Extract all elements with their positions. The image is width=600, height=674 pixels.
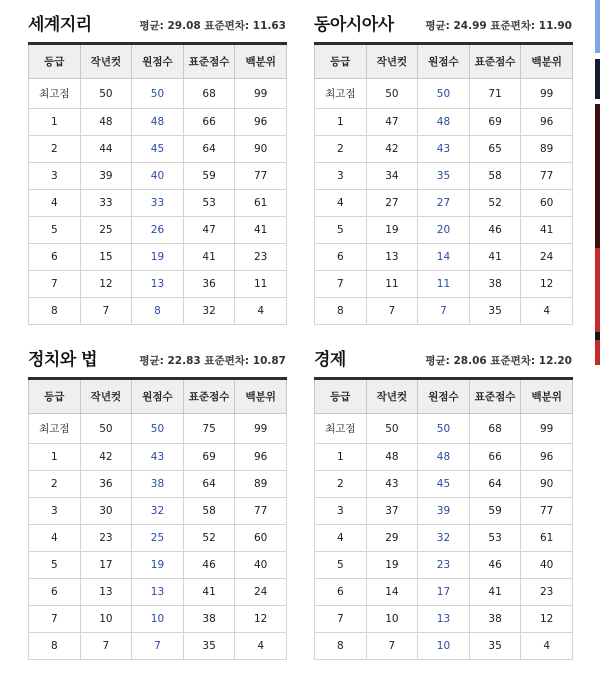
subject-title: 세계지리 — [28, 15, 92, 36]
score-table — [314, 377, 573, 660]
column-header: 백분위 — [521, 44, 573, 79]
column-header: 작년컷 — [366, 44, 418, 79]
score-cell: 14 — [418, 244, 470, 271]
table-row — [29, 79, 287, 109]
score-cell: 64 — [469, 471, 521, 498]
score-cell: 29 — [366, 525, 418, 552]
score-cell: 23 — [80, 525, 132, 552]
table-row — [29, 244, 287, 271]
score-cell: 37 — [366, 498, 418, 525]
grade-cell: 3 — [29, 498, 81, 525]
column-header: 표준점수 — [183, 379, 235, 414]
strip-segment — [595, 0, 600, 53]
score-cell: 12 — [80, 271, 132, 298]
score-cell: 65 — [469, 136, 521, 163]
table-row — [29, 271, 287, 298]
score-cell: 25 — [80, 217, 132, 244]
score-cell: 96 — [521, 444, 573, 471]
table-row — [315, 79, 573, 109]
score-cell: 58 — [469, 163, 521, 190]
score-cell: 43 — [418, 136, 470, 163]
table-row — [29, 190, 287, 217]
score-cell: 64 — [183, 471, 235, 498]
score-cell: 46 — [469, 552, 521, 579]
score-cell: 41 — [183, 244, 235, 271]
strip-segment — [595, 248, 600, 332]
score-cell: 23 — [521, 579, 573, 606]
grade-cell: 3 — [315, 163, 367, 190]
score-cell: 13 — [80, 579, 132, 606]
score-cell: 50 — [418, 79, 470, 109]
table-row — [29, 498, 287, 525]
score-cell: 47 — [183, 217, 235, 244]
column-header: 원점수 — [418, 379, 470, 414]
subject-panel-world-geography — [28, 11, 287, 325]
score-cell: 35 — [469, 633, 521, 660]
score-cell: 13 — [132, 271, 184, 298]
score-cell: 61 — [235, 190, 287, 217]
score-cell: 38 — [469, 271, 521, 298]
column-header: 등급 — [29, 379, 81, 414]
table-row — [315, 271, 573, 298]
score-cell: 36 — [80, 471, 132, 498]
table-row — [315, 136, 573, 163]
score-cell: 48 — [132, 109, 184, 136]
subject-panel-economics — [314, 346, 573, 660]
score-cell: 60 — [521, 190, 573, 217]
score-cell: 50 — [132, 79, 184, 109]
score-cell: 99 — [521, 414, 573, 444]
score-cell: 99 — [521, 79, 573, 109]
score-cell: 12 — [521, 271, 573, 298]
score-cell: 26 — [132, 217, 184, 244]
subject-panel-politics-and-law — [28, 346, 287, 660]
table-row — [315, 298, 573, 325]
grade-cell: 2 — [29, 136, 81, 163]
score-cell: 4 — [521, 298, 573, 325]
score-cell: 23 — [235, 244, 287, 271]
subject-stats: 평균: 24.99 표준편차: 11.90 — [425, 20, 572, 32]
score-cell: 50 — [366, 414, 418, 444]
score-cell: 45 — [418, 471, 470, 498]
table-row — [29, 525, 287, 552]
score-cell: 19 — [132, 552, 184, 579]
score-cell: 32 — [132, 498, 184, 525]
subject-title: 동아시아사 — [314, 15, 394, 36]
strip-segment — [595, 104, 600, 248]
score-cell: 11 — [235, 271, 287, 298]
score-cell: 42 — [366, 136, 418, 163]
score-cell: 30 — [80, 498, 132, 525]
grade-cell: 최고점 — [29, 79, 81, 109]
column-header: 표준점수 — [183, 44, 235, 79]
table-row — [29, 298, 287, 325]
score-cell: 10 — [418, 633, 470, 660]
table-row — [29, 579, 287, 606]
score-cell: 10 — [132, 606, 184, 633]
score-cell: 99 — [235, 414, 287, 444]
score-cell: 4 — [521, 633, 573, 660]
score-cell: 41 — [469, 244, 521, 271]
score-cell: 48 — [418, 444, 470, 471]
score-cell: 69 — [183, 444, 235, 471]
grade-cell: 7 — [29, 271, 81, 298]
table-row — [315, 525, 573, 552]
header-row — [29, 379, 287, 414]
header-row — [315, 44, 573, 79]
column-header: 백분위 — [521, 379, 573, 414]
grade-cell: 5 — [29, 217, 81, 244]
table-row — [315, 579, 573, 606]
score-cell: 38 — [469, 606, 521, 633]
score-cell: 13 — [418, 606, 470, 633]
score-cell: 64 — [183, 136, 235, 163]
score-cell: 4 — [235, 633, 287, 660]
grade-cell: 4 — [315, 190, 367, 217]
score-cell: 7 — [132, 633, 184, 660]
subject-stats: 평균: 29.08 표준편차: 11.63 — [139, 20, 286, 32]
score-cell: 48 — [366, 444, 418, 471]
score-cell: 14 — [366, 579, 418, 606]
score-cell: 89 — [235, 471, 287, 498]
score-cell: 35 — [469, 298, 521, 325]
table-row — [315, 190, 573, 217]
score-cell: 25 — [132, 525, 184, 552]
column-header: 작년컷 — [80, 379, 132, 414]
table-row — [315, 163, 573, 190]
score-cell: 36 — [183, 271, 235, 298]
column-header: 원점수 — [418, 44, 470, 79]
score-cell: 68 — [183, 79, 235, 109]
table-row — [29, 217, 287, 244]
score-cell: 34 — [366, 163, 418, 190]
score-cell: 7 — [80, 298, 132, 325]
grade-cell: 3 — [315, 498, 367, 525]
score-cell: 40 — [132, 163, 184, 190]
score-cell: 24 — [235, 579, 287, 606]
table-row — [315, 633, 573, 660]
table-row — [315, 414, 573, 444]
table-row — [29, 163, 287, 190]
table-row — [315, 444, 573, 471]
score-cell: 46 — [469, 217, 521, 244]
grade-cell: 1 — [29, 109, 81, 136]
grade-cell: 6 — [315, 244, 367, 271]
score-cell: 7 — [80, 633, 132, 660]
score-cell: 59 — [469, 498, 521, 525]
grade-cell: 3 — [29, 163, 81, 190]
column-header: 백분위 — [235, 379, 287, 414]
score-cell: 42 — [80, 444, 132, 471]
panel-header — [28, 11, 286, 35]
score-cell: 17 — [80, 552, 132, 579]
score-cell: 7 — [418, 298, 470, 325]
grade-cell: 8 — [315, 298, 367, 325]
grade-cell: 1 — [29, 444, 81, 471]
panel-header — [28, 346, 286, 370]
column-header: 등급 — [315, 44, 367, 79]
grade-cell: 8 — [29, 298, 81, 325]
score-cell: 41 — [521, 217, 573, 244]
score-cell: 50 — [366, 79, 418, 109]
header-row — [315, 379, 573, 414]
grade-cell: 1 — [315, 109, 367, 136]
score-cell: 39 — [418, 498, 470, 525]
score-cell: 27 — [418, 190, 470, 217]
table-row — [315, 498, 573, 525]
score-cell: 40 — [235, 552, 287, 579]
grade-cell: 5 — [29, 552, 81, 579]
score-cell: 90 — [235, 136, 287, 163]
table-row — [315, 244, 573, 271]
score-cell: 35 — [183, 633, 235, 660]
table-row — [29, 552, 287, 579]
score-cell: 32 — [418, 525, 470, 552]
grade-cell: 8 — [315, 633, 367, 660]
score-cell: 13 — [132, 579, 184, 606]
subject-panel-east-asian-history — [314, 11, 573, 325]
column-header: 표준점수 — [469, 44, 521, 79]
score-cell: 33 — [80, 190, 132, 217]
score-cell: 7 — [366, 298, 418, 325]
table-row — [315, 471, 573, 498]
score-cell: 33 — [132, 190, 184, 217]
score-cell: 50 — [80, 79, 132, 109]
grade-cell: 최고점 — [29, 414, 81, 444]
column-header: 등급 — [29, 44, 81, 79]
score-cell: 11 — [418, 271, 470, 298]
score-cell: 75 — [183, 414, 235, 444]
table-row — [315, 552, 573, 579]
column-header: 백분위 — [235, 44, 287, 79]
subject-stats: 평균: 22.83 표준편차: 10.87 — [139, 355, 286, 367]
grade-cell: 최고점 — [315, 79, 367, 109]
score-cell: 50 — [418, 414, 470, 444]
score-cell: 24 — [521, 244, 573, 271]
subject-stats: 평균: 28.06 표준편차: 12.20 — [425, 355, 572, 367]
score-cell: 38 — [132, 471, 184, 498]
score-cell: 17 — [418, 579, 470, 606]
score-cell: 45 — [132, 136, 184, 163]
score-cell: 47 — [366, 109, 418, 136]
score-cell: 23 — [418, 552, 470, 579]
header-row — [29, 44, 287, 79]
strip-segment — [595, 332, 600, 340]
score-cell: 32 — [183, 298, 235, 325]
score-cell: 66 — [469, 444, 521, 471]
column-header: 작년컷 — [80, 44, 132, 79]
column-header: 표준점수 — [469, 379, 521, 414]
score-cell: 77 — [235, 163, 287, 190]
score-cell: 99 — [235, 79, 287, 109]
score-cell: 90 — [521, 471, 573, 498]
score-cell: 40 — [521, 552, 573, 579]
score-cell: 58 — [183, 498, 235, 525]
score-cell: 19 — [366, 552, 418, 579]
score-cell: 41 — [183, 579, 235, 606]
table-row — [29, 633, 287, 660]
table-row — [29, 414, 287, 444]
score-cell: 13 — [366, 244, 418, 271]
grade-cell: 8 — [29, 633, 81, 660]
score-cell: 61 — [521, 525, 573, 552]
table-row — [29, 606, 287, 633]
strip-segment — [595, 59, 600, 99]
score-cell: 96 — [521, 109, 573, 136]
score-table — [314, 42, 573, 325]
score-cell: 8 — [132, 298, 184, 325]
grade-cell: 5 — [315, 552, 367, 579]
score-cell: 15 — [80, 244, 132, 271]
score-cell: 10 — [366, 606, 418, 633]
grade-cell: 2 — [29, 471, 81, 498]
table-row — [315, 217, 573, 244]
score-cell: 53 — [469, 525, 521, 552]
grade-cell: 6 — [29, 244, 81, 271]
score-cell: 10 — [80, 606, 132, 633]
score-cell: 39 — [80, 163, 132, 190]
column-header: 원점수 — [132, 379, 184, 414]
table-row — [315, 109, 573, 136]
grade-cell: 7 — [29, 606, 81, 633]
score-cell: 4 — [235, 298, 287, 325]
score-cell: 48 — [80, 109, 132, 136]
subject-title: 정치와 법 — [28, 350, 98, 371]
score-cell: 53 — [183, 190, 235, 217]
score-cell: 77 — [521, 498, 573, 525]
grade-cell: 4 — [29, 525, 81, 552]
score-table — [28, 42, 287, 325]
grade-cell: 5 — [315, 217, 367, 244]
score-cell: 50 — [132, 414, 184, 444]
panel-header — [314, 11, 572, 35]
score-cell: 50 — [80, 414, 132, 444]
table-row — [29, 136, 287, 163]
table-row — [29, 444, 287, 471]
score-cell: 60 — [235, 525, 287, 552]
score-cell: 19 — [132, 244, 184, 271]
grade-cell: 최고점 — [315, 414, 367, 444]
grade-cell: 2 — [315, 471, 367, 498]
strip-segment — [595, 340, 600, 365]
score-cell: 48 — [418, 109, 470, 136]
score-cell: 7 — [366, 633, 418, 660]
score-cell: 12 — [521, 606, 573, 633]
score-cell: 12 — [235, 606, 287, 633]
column-header: 등급 — [315, 379, 367, 414]
score-cell: 41 — [235, 217, 287, 244]
score-cell: 69 — [469, 109, 521, 136]
table-row — [315, 606, 573, 633]
column-header: 원점수 — [132, 44, 184, 79]
score-cell: 66 — [183, 109, 235, 136]
grade-cell: 6 — [315, 579, 367, 606]
score-cell: 38 — [183, 606, 235, 633]
table-row — [29, 109, 287, 136]
score-cell: 77 — [235, 498, 287, 525]
score-cell: 52 — [469, 190, 521, 217]
score-cell: 52 — [183, 525, 235, 552]
grade-cell: 4 — [29, 190, 81, 217]
grade-cell: 7 — [315, 271, 367, 298]
score-cell: 68 — [469, 414, 521, 444]
score-cell: 96 — [235, 109, 287, 136]
grade-cell: 6 — [29, 579, 81, 606]
table-row — [29, 471, 287, 498]
score-cell: 43 — [366, 471, 418, 498]
score-table — [28, 377, 287, 660]
score-cell: 77 — [521, 163, 573, 190]
score-cell: 46 — [183, 552, 235, 579]
column-header: 작년컷 — [366, 379, 418, 414]
score-cell: 71 — [469, 79, 521, 109]
score-cell: 20 — [418, 217, 470, 244]
score-cell: 44 — [80, 136, 132, 163]
score-cell: 19 — [366, 217, 418, 244]
subject-title: 경제 — [314, 350, 346, 371]
score-cell: 89 — [521, 136, 573, 163]
score-cell: 35 — [418, 163, 470, 190]
score-cell: 27 — [366, 190, 418, 217]
score-cell: 11 — [366, 271, 418, 298]
panel-header — [314, 346, 572, 370]
grade-cell: 7 — [315, 606, 367, 633]
grade-cell: 2 — [315, 136, 367, 163]
score-cell: 96 — [235, 444, 287, 471]
grade-cell: 1 — [315, 444, 367, 471]
score-cell: 59 — [183, 163, 235, 190]
grade-cell: 4 — [315, 525, 367, 552]
score-cell: 41 — [469, 579, 521, 606]
score-cell: 43 — [132, 444, 184, 471]
